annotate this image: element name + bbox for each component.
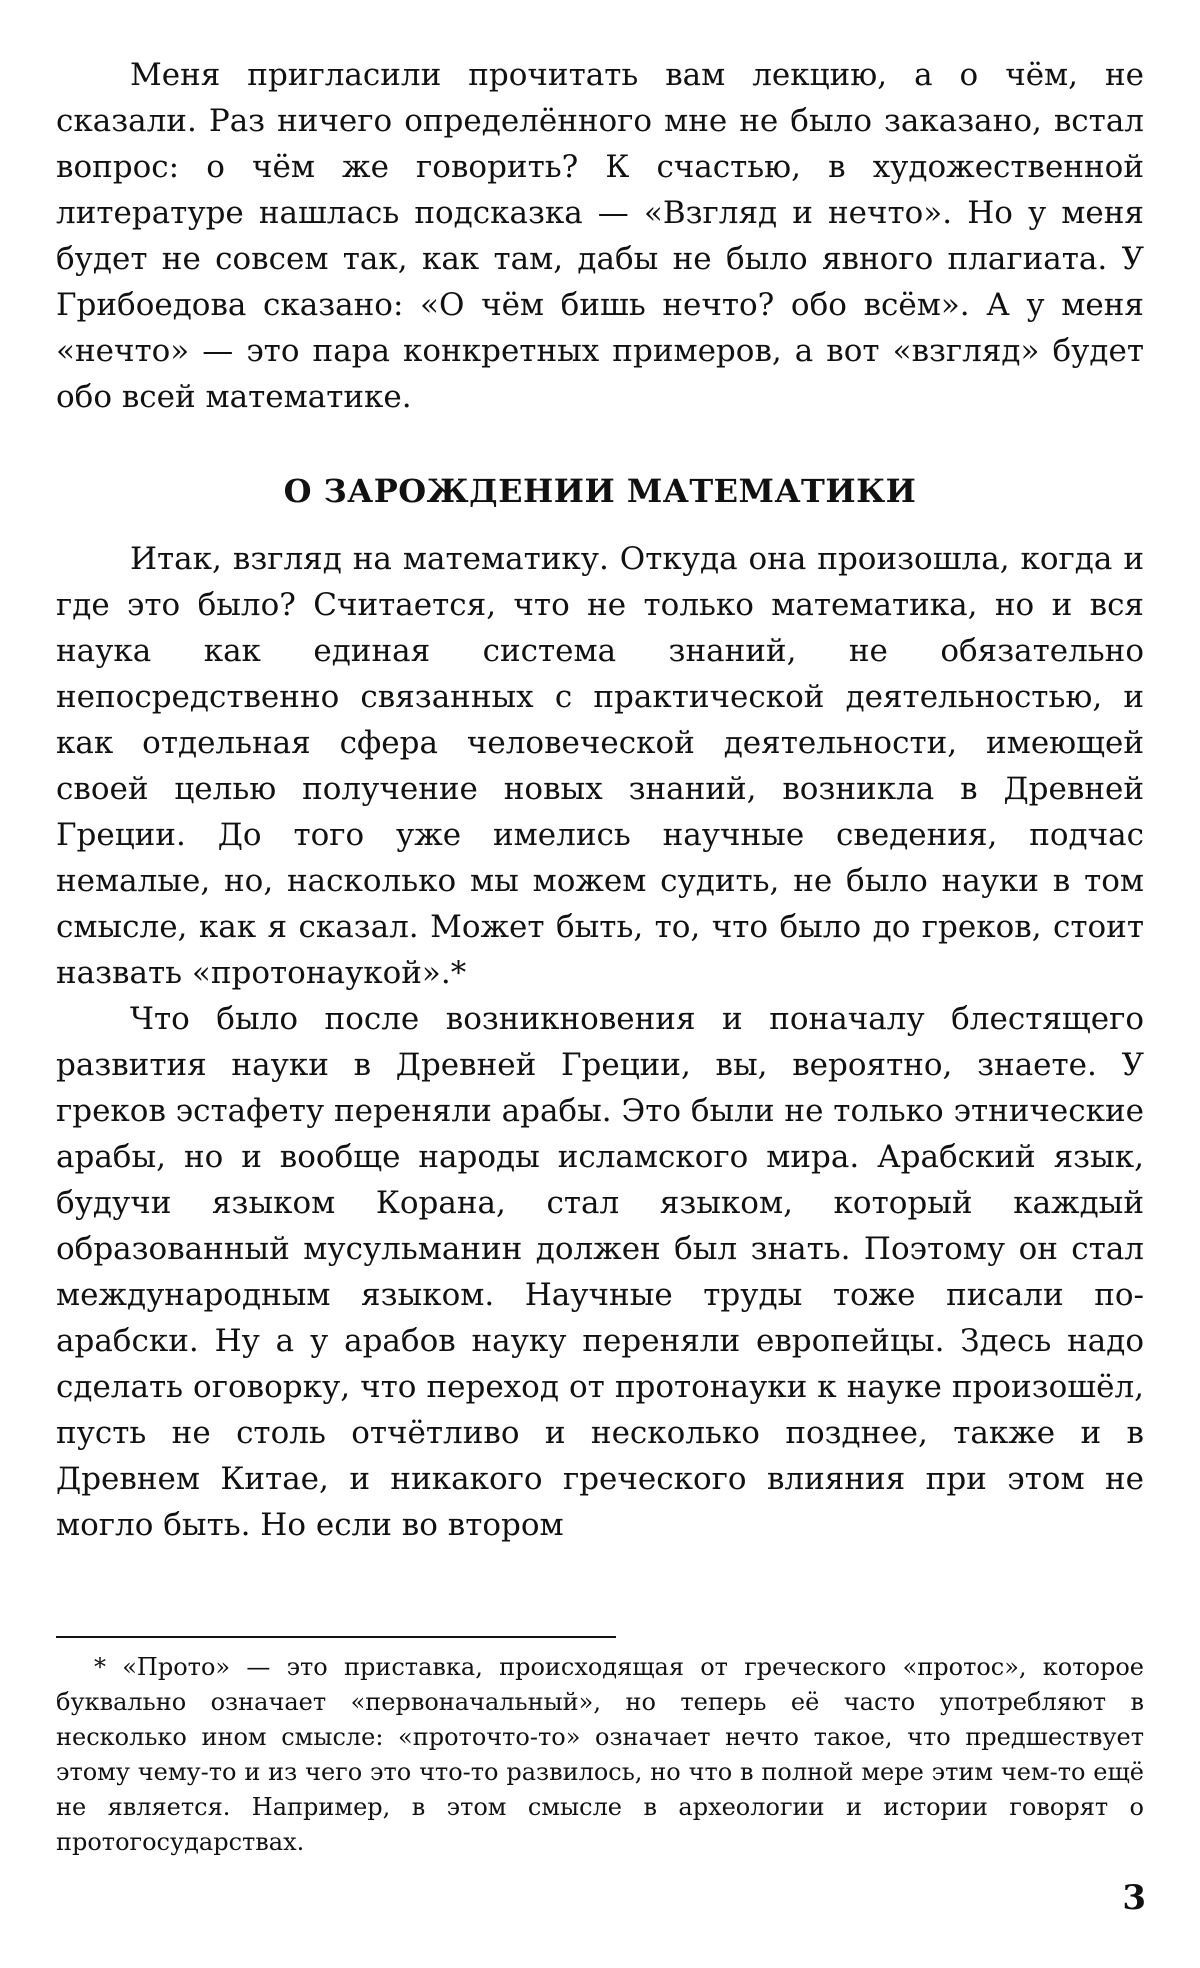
section-heading: О ЗАРОЖДЕНИИ МАТЕМАТИКИ <box>283 472 917 510</box>
footnote: * «Прото» — это приставка, происходящая от греческого «протос», которое буквально означает «первоначальный», но теперь её часто употребляют в несколько ином смысле: «проточто-то» означает нечто такое, что предшествует этому чему-то и из чего это что-то развилось, но что в полной мере этим чем-то ещё не является. Например, в этом смысле в археологии и истории говорят о протогосударствах. <box>56 1653 1144 1856</box>
footnote-divider <box>56 1636 616 1638</box>
section-paragraph-1: Итак, взгляд на математику. Откуда она произошла, когда и где это было? Считается, что не только математика, но и вся наука как единая система знаний, не обязательно непосредственно связанных с практической деятельностью, и как отдельная сфера человеческой деятельности, имеющей своей целью получение новых знаний, возникла в Древней Греции. До того уже имелись научные сведения, подчас немалые, но, насколько мы можем судить, не было науки в том смысле, как я сказал. Может быть, то, что было до греков, стоит назвать «протонаукой».* <box>56 541 1144 991</box>
page-number: 3 <box>1122 1878 1146 1918</box>
intro-paragraph: Меня пригласили прочитать вам лекцию, а о чём, не сказали. Раз ничего определённого мне не было заказано, встал вопрос: о чём же говорить? К счастью, в художественной литературе нашлась подсказка — «Взгляд и нечто». Но у меня будет не совсем так, как там, дабы не было явного плагиата. У Грибоедова сказано: «О чём бишь нечто? обо всём». А у меня «нечто» — это пара конкретных примеров, а вот «взгляд» будет обо всей математике. <box>56 57 1144 415</box>
page-body <box>56 52 1144 1548</box>
section-paragraph-2: Что было после возникновения и поначалу блестящего развития науки в Древней Греции, вы, вероятно, знаете. У греков эстафету переняли арабы. Это были не только этнические арабы, но и вообще народы исламского мира. Арабский язык, будучи языком Корана, стал языком, который каждый образованный мусульманин должен был знать. Поэтому он стал международным языком. Научные труды тоже писали по-арабски. Ну а у арабов науку переняли европейцы. Здесь надо сделать оговорку, что переход от протонауки к науке произошёл, пусть не столь отчётливо и несколько позднее, также и в Древнем Китае, и никакого греческого влияния при этом не могло быть. Но если во втором <box>56 1001 1144 1543</box>
